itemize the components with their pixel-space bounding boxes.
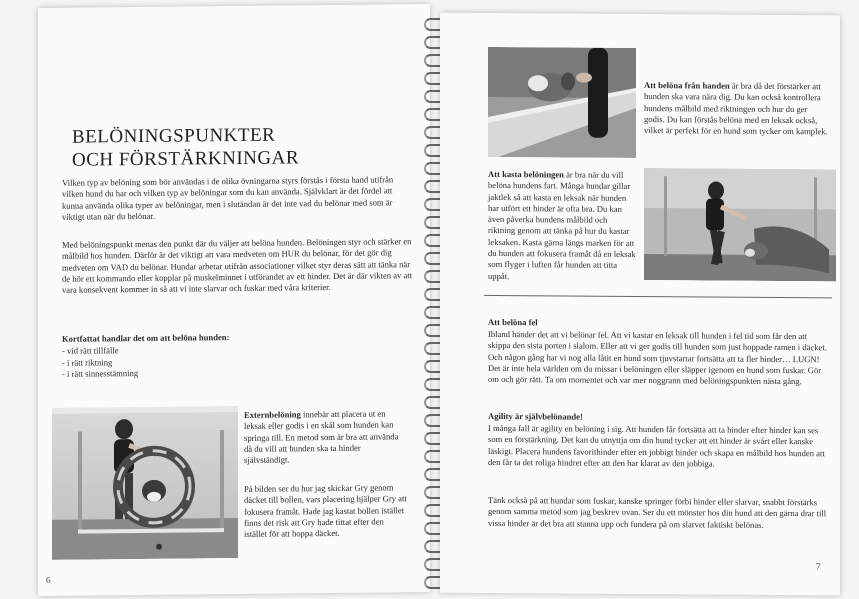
intro-paragraph: Vilken typ av belöning som bör användas i de olika övningarna styrs förstås i första hand utifrån vilken hund du har och vilken typ av belöningar som du kan använda. Självklart är det fördel att kunna använda olika typer av belöningar, men i slutändan är det inte vad du belönar med som är viktigt utan när du belönar.: [62, 174, 394, 222]
section-divider: [484, 295, 832, 298]
page-title: [72, 123, 299, 171]
tire-jump-photo: [52, 406, 238, 560]
title-line-1: BELÖNINGSPUNKTER: [72, 124, 276, 148]
hand-reward-photo: [488, 47, 636, 158]
from-hand-heading: Att belöna från handen: [644, 80, 730, 91]
left-page: [38, 4, 430, 596]
list-item: - i rätt sinnesstämning: [62, 368, 139, 379]
page-number: 6: [46, 574, 51, 585]
wrong-text: Ibland händer det att vi belönar fel. Att vi kastar en leksak till hunden i fel tid som får den att skippa den sista porten i slalom. Eller att vi ger godis till hunden som just hoppade ramen i däcket. Och någon gång har vi nog alla låtit en hund som tjuvstartar fortsätta att ta fler hinder… LUGN! Det är inte hela världen om du missar i belöningen eller släpper igenom en hund som fuskar. Gör om och gör rätt. Ta om momentet och var mer noggrann med belöningspunkten nästa gång.: [488, 328, 827, 387]
externbeloning-body: innebär att placera ut en leksak eller godis i en skål som hunden kan springa till. En metod som är bra att använda då du vill att hunden ska ta hinder självständigt.: [244, 408, 399, 466]
title-line-2: OCH FÖRSTÄRKNINGAR: [72, 147, 299, 171]
summary-list: [62, 344, 262, 381]
page-number: 7: [816, 561, 821, 572]
throw-heading: Att kasta belöningen: [488, 168, 564, 180]
list-item: - i rätt riktning: [62, 356, 113, 368]
wrong-heading: Att belöna fel: [488, 316, 538, 328]
list-item: - vid rätt tillfälle: [62, 345, 119, 356]
from-hand-text: [644, 80, 828, 138]
photo-caption-text: På bilden ser du hur jag skickar Gry genom däcket till bollen, vars placering hjälper Gry att fokusera framåt. Hade jag kastat bollen istället finns det risk att Gry hade tittat efter den istället för att hoppa däcket.: [244, 482, 407, 540]
self-rewarding-heading: Agility är självbelönande!: [488, 410, 583, 422]
externbeloning-heading: Externbelöning: [244, 409, 301, 420]
from-hand-body: är bra då det förstärker att hunden ska vara nära dig. Du kan också kontrollera hundens målbild med riktningen och hur du ger godis. Du kan förstås belöna med en leksak också, vilket är perfekt för en hund som tycker om kamplek.: [644, 80, 828, 137]
right-page: [440, 13, 840, 596]
cheating-text: Tänk också på att hundar som fuskar, kanske springer förbi hinder eller slarvar, snabbt förstärks genom samma metod som jag beskrev ovan. Ser du ett mönster hos din hund att den gärna drar till vissa hinder är det bra att stanna upp och fundera på om slarvet faktiskt belönas.: [488, 494, 827, 530]
externbeloning-text: [244, 408, 408, 466]
throw-reward-photo: [644, 168, 836, 281]
summary-heading: Kortfattat handlar det om att belöna hunden:: [62, 332, 230, 344]
self-rewarding-text: I många fall är agility en belöning i sig. Att hunden får fortsätta att ta hinder efter hinder kan ses som en förstärkning. Det kan du utnyttja om din hund tycker att ett hinder är svårt eller kanske läskigt. Placera hundens favorithinder efter ett jobbigt hinder och skapa en målbild hos hunden att den får ta det roliga hindret efter att den har klarat av den jobbiga.: [488, 422, 825, 469]
belöningspunkt-paragraph: Med belöningspunkt menas den punkt där du väljer att belöna hunden. Belöningen styr och stärker en målbild hos hunden. Därför är det viktigt att vara medveten om HUR du belönar, för det gör dig medveten om VAD du belönar. Hundar arbetar utifrån associationer vilket styr deras sätt att tänka när de hör ett kommando eller kopplar på muskelminnet i utförandet av ett hinder. Det är där vikten av att vara konsekvent kommer in så att vi inte slarvar och fuskar med våra kriterier.: [62, 236, 413, 295]
throw-body: är bra när du vill belöna hundens fart. Många hundar gillar jaktlek så att kasta en leksak när hunden har utfört ett hinder är ofta bra. Du kan även påverka hundens målbild och riktning genom att tänka på hur du kastar leksaken. Kasta gärna längs marken för att du hunden att fokusera framåt då en leksak som flyger i luften får hunden att titta uppåt.: [488, 169, 636, 281]
throw-text: [488, 169, 636, 283]
